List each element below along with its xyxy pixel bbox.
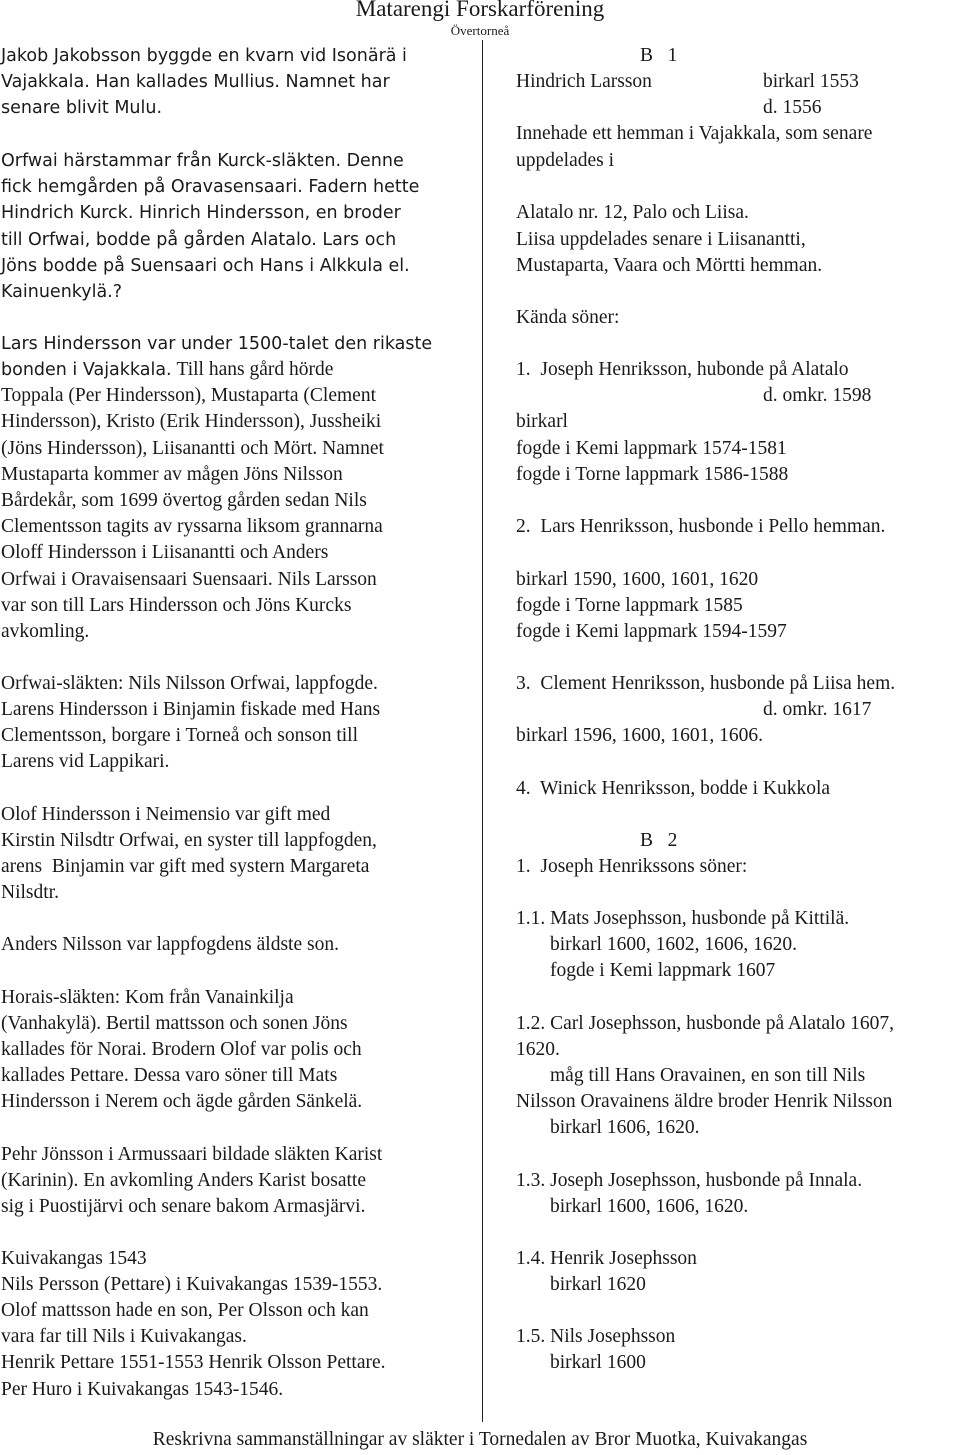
text-line: Kainuenkylä.? <box>1 282 123 302</box>
text-line: Anders Nilsson var lappfogdens äldste son. <box>1 934 339 955</box>
text-line: birkarl 1600, 1606, 1620. <box>550 1196 749 1217</box>
text-line: Innehade ett hemman i Vajakkala, som senare <box>516 123 873 144</box>
text-line: Larens vid Lappikari. <box>1 751 170 772</box>
text-line: vara far till Nils i Kuivakangas. <box>1 1326 247 1347</box>
text-line: Per Huro i Kuivakangas 1543-1546. <box>1 1379 284 1400</box>
page-subtitle: Övertorneå <box>450 23 510 38</box>
text-line: Clementsson, borgare i Torneå och sonson till <box>1 725 358 746</box>
text-line: fogde i Kemi lappmark 1594-1597 <box>516 621 787 642</box>
text-line: birkarl 1600, 1602, 1606, 1620. <box>550 934 797 955</box>
section-heading: B 2 <box>640 830 678 851</box>
text-line: fogde i Kemi lappmark 1574-1581 <box>516 438 787 459</box>
text-segment: Namnet <box>322 438 384 459</box>
text-line <box>1 436 384 462</box>
text-line: fogde i Kemi lappmark 1607 <box>550 960 776 981</box>
text-line: Jakob Jakobsson byggde en kvarn vid Isonärä i <box>1 46 407 66</box>
text-line: Mustaparta, Vaara och Mörtti hemman. <box>516 255 823 276</box>
text-line: Horais-släkten: Kom från Vanainkilja <box>1 987 294 1008</box>
text-line: 1.1. Mats Josephsson, husbonde på Kittilä. <box>516 908 850 929</box>
text-line: senare blivit Mulu. <box>1 98 163 118</box>
text-line: Hindersson i Nerem och ägde gården Sänkelä. <box>1 1091 363 1112</box>
text-line: avkomling. <box>1 621 90 642</box>
text-line: birkarl 1600 <box>550 1352 646 1373</box>
text-line: 4. Winick Henriksson, bodde i Kukkola <box>516 778 831 799</box>
text-line: Orfwai-släkten: Nils Nilsson Orfwai, lappfogde. <box>1 673 378 694</box>
text-line: Mustaparta kommer av mågen Jöns Nilsson <box>1 464 343 485</box>
text-line: till Orfwai, bodde på gården Alatalo. Lars och <box>1 230 397 250</box>
text-line: birkarl 1596, 1600, 1601, 1606. <box>516 725 763 746</box>
section-heading: B 1 <box>640 45 678 66</box>
text-line: Olof Hindersson i Neimensio var gift med <box>1 804 331 825</box>
text-line: birkarl 1606, 1620. <box>550 1117 700 1138</box>
text-segment: (Jöns Hindersson), Liisanantti och Mört. <box>1 438 318 459</box>
text-line: Toppala (Per Hindersson), Mustaparta (Clement <box>1 385 376 406</box>
text-line: (Vanhakylä). Bertil mattsson och sonen Jöns <box>1 1013 348 1034</box>
text-line: kallades Pettare. Dessa varo söner till Mats <box>1 1065 338 1086</box>
text-line: fogde i Torne lappmark 1585 <box>516 595 743 616</box>
text-line: birkarl 1620 <box>550 1274 646 1295</box>
text-line: Kuivakangas 1543 <box>1 1248 147 1269</box>
text-line: Jöns bodde på Suensaari och Hans i Alkkula el. <box>1 256 410 276</box>
text-line: 1620. <box>516 1039 560 1060</box>
text-line: kallades för Norai. Brodern Olof var polis och <box>1 1039 362 1060</box>
text-line: sig i Puostijärvi och senare bakom Armasjärvi. <box>1 1196 366 1217</box>
text-line: arens Binjamin var gift med systern Margareta <box>1 856 370 877</box>
text-line: Hindersson), Kristo (Erik Hindersson), Jussheiki <box>1 411 382 432</box>
text-line: 1.2. Carl Josephsson, husbonde på Alatalo 1607, <box>516 1013 895 1034</box>
text-line: Nils Persson (Pettare) i Kuivakangas 1539-1553. <box>1 1274 383 1295</box>
text-line: d. 1556 <box>763 97 822 118</box>
text-line: Kända söner: <box>516 307 620 328</box>
text-line: Alatalo nr. 12, Palo och Liisa. <box>516 202 749 223</box>
text-line: måg till Hans Oravainen, en son till Nils <box>550 1065 866 1086</box>
text-line: 1.4. Henrik Josephsson <box>516 1248 697 1269</box>
text-line: Hindrich Larsson <box>516 71 652 92</box>
text-line: Bårdekår, som 1699 övertog gården sedan Nils <box>1 490 367 511</box>
text-line: d. omkr. 1598 <box>763 385 872 406</box>
text-line: 3. Clement Henriksson, husbonde på Liisa hem. <box>516 673 896 694</box>
text-line: uppdelades i <box>516 150 615 171</box>
text-line: birkarl 1590, 1600, 1601, 1620 <box>516 569 759 590</box>
text-line: Larens Hindersson i Binjamin fiskade med Hans <box>1 699 381 720</box>
text-line: birkarl 1553 <box>763 71 859 92</box>
text-line: 1.5. Nils Josephsson <box>516 1326 676 1347</box>
text-line <box>1 357 333 383</box>
text-line: Vajakkala. Han kallades Mullius. Namnet har <box>1 72 390 92</box>
text-line: 1. Joseph Henriksson, hubonde på Alatalo <box>516 359 849 380</box>
text-line: Liisa uppdelades senare i Liisanantti, <box>516 229 806 250</box>
text-line: fogde i Torne lappmark 1586-1588 <box>516 464 789 485</box>
text-line: Nilsdtr. <box>1 882 59 903</box>
column-divider <box>482 40 483 1422</box>
text-line: Pehr Jönsson i Armussaari bildade släkten Karist <box>1 1144 383 1165</box>
text-line: 2. Lars Henriksson, husbonde i Pello hemman. <box>516 516 886 537</box>
text-line: Hindrich Kurck. Hinrich Hindersson, en broder <box>1 203 401 223</box>
text-line: (Karinin). En avkomling Anders Karist bosatte <box>1 1170 367 1191</box>
text-line: Orfwai i Oravaisensaari Suensaari. Nils Larsson <box>1 569 377 590</box>
text-line: Nilsson Oravainens äldre broder Henrik Nilsson <box>516 1091 893 1112</box>
text-line: Orfwai härstammar från Kurck-släkten. Denne <box>1 151 404 171</box>
text-line: birkarl <box>516 411 568 432</box>
text-line: Lars Hindersson var under 1500-talet den rikaste <box>1 334 433 354</box>
text-line: Oloff Hindersson i Liisanantti och Anders <box>1 542 329 563</box>
text-line: fick hemgården på Oravasensaari. Fadern hette <box>1 177 420 197</box>
text-line: d. omkr. 1617 <box>763 699 872 720</box>
page-footer: Reskrivna sammanställningar av släkter i Tornedalen av Bror Muotka, Kuivakangas <box>152 1429 808 1450</box>
text-line: var son till Lars Hindersson och Jöns Kurcks <box>1 595 352 616</box>
text-line: 1.3. Joseph Josephsson, husbonde på Innala. <box>516 1170 863 1191</box>
text-line: 1. Joseph Henrikssons söner: <box>516 856 748 877</box>
text-line: Olof mattsson hade en son, Per Olsson och kan <box>1 1300 369 1321</box>
text-segment: bonden i Vajakkala. <box>1 360 172 380</box>
text-line: Henrik Pettare 1551-1553 Henrik Olsson Pettare. <box>1 1352 386 1373</box>
text-line: Kirstin Nilsdtr Orfwai, en syster till lappfogden, <box>1 830 377 851</box>
text-line: Clementsson tagits av ryssarna liksom grannarna <box>1 516 383 537</box>
page-title: Matarengi Forskarförening <box>355 0 605 21</box>
text-segment: Till hans gård hörde <box>176 359 334 380</box>
